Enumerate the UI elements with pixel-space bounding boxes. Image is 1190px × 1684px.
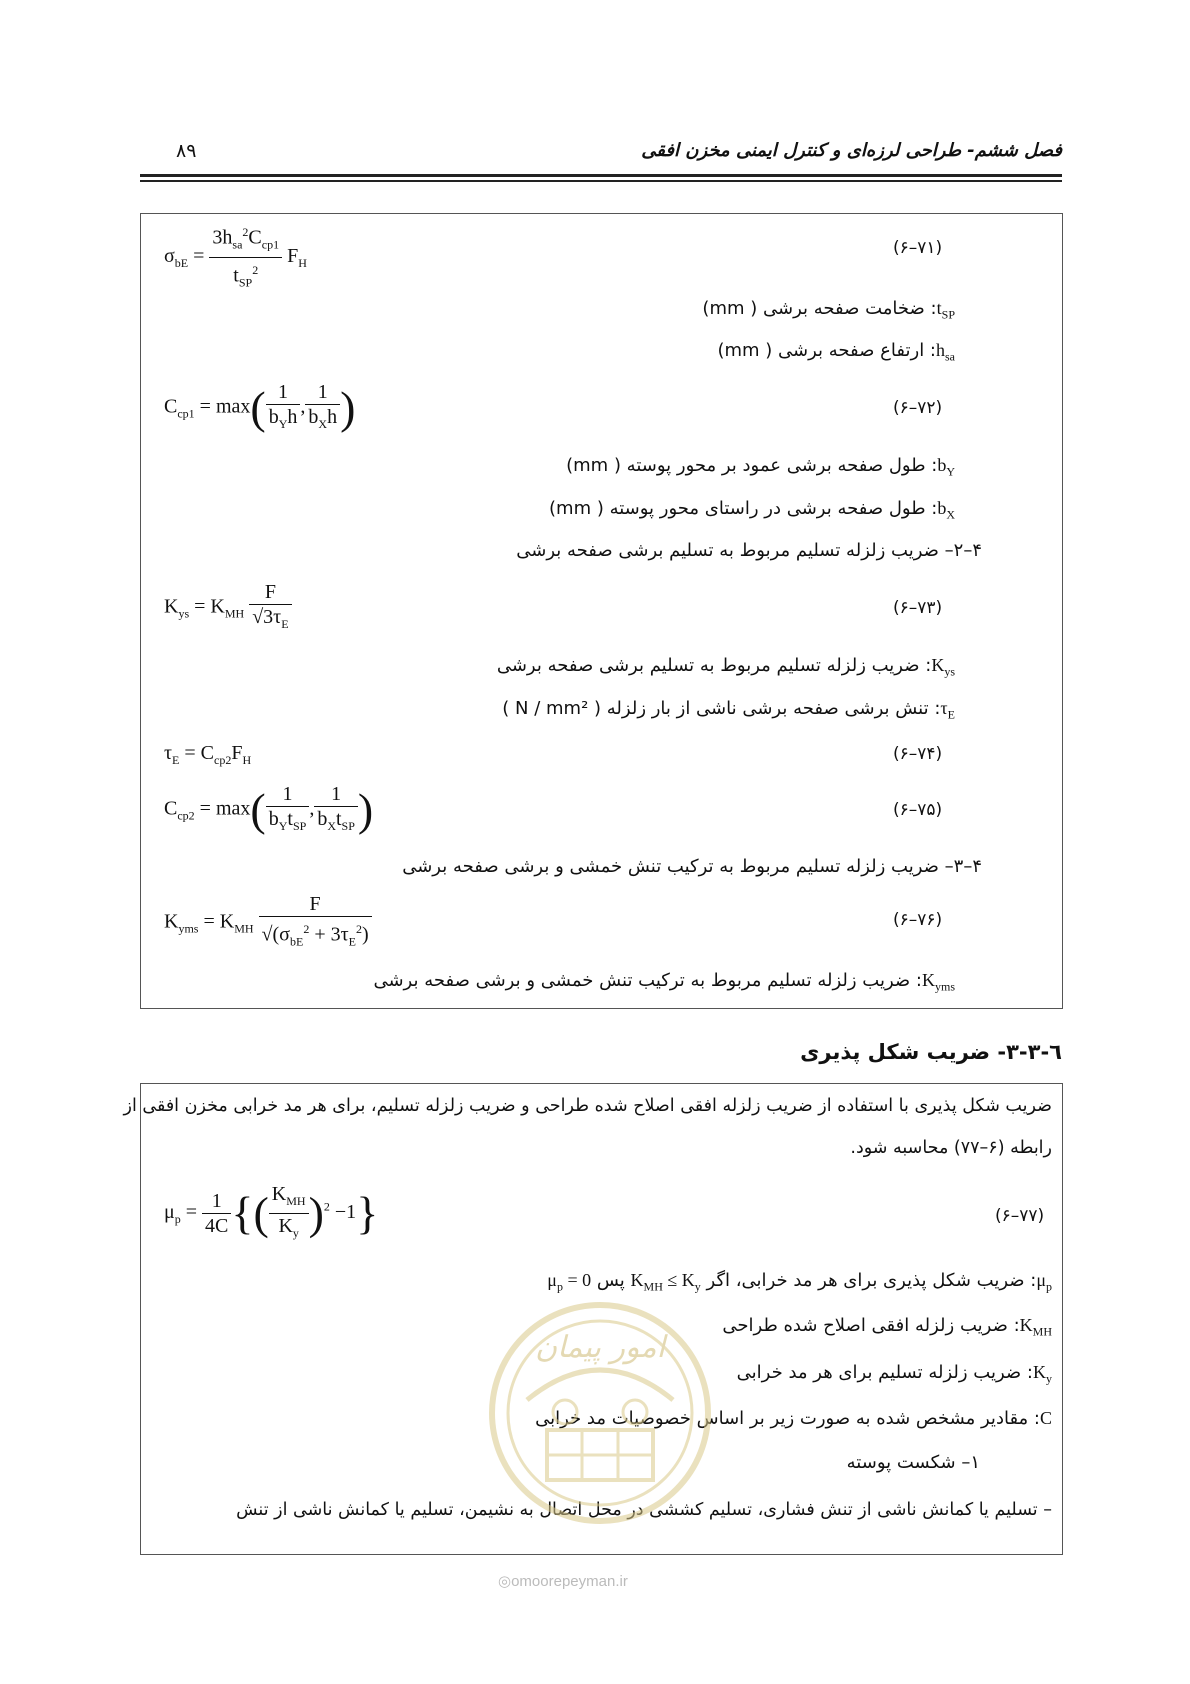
tauE-definition: $\tau_E$: تنش برشی صفحه برشی ناشی از بار زلزله ( N / mm² ) xyxy=(502,698,955,722)
bullet-line: – تسلیم یا کمانش ناشی از تنش فشاری، تسلیم کششی در محل اتصال به نشیمن، تسلیم یا کمانش ناشی از تنش xyxy=(236,1500,1052,1520)
watermark-url: ◎omoorepeyman.ir xyxy=(498,1573,628,1590)
mup-definition: $\mu_p$: ضریب شکل پذیری برای هر مد خرابی، اگر $K_{MH} \le K_y$ پس $\mu_p = 0$ xyxy=(547,1270,1052,1294)
chapter-title: فصل ششم- طراحی لرزه‌ای و کنترل ایمنی مخزن افقی xyxy=(641,140,1062,161)
page-number: ۸۹ xyxy=(176,140,197,162)
list-item-1: ۱– شکست پوسته xyxy=(846,1452,980,1473)
eq72-number: (۶–۷۲) xyxy=(893,398,943,418)
eq74-formula: $\tau_E = C_{cp2}F_H$ xyxy=(164,742,252,767)
eq71-number: (۶–۷۱) xyxy=(893,238,943,258)
eq77-number: (۶–۷۷) xyxy=(995,1206,1045,1226)
eq72-formula: $C_{cp1} = \max$( $\frac{1}{b_Yh}$ , $\frac{1}{b_Xh}$ ) xyxy=(164,381,356,433)
paragraph-line-2: رابطه (۶–۷۷) محاسبه شود. xyxy=(850,1138,1052,1158)
kyms-definition: $K_{yms}$: ضریب زلزله تسلیم مربوط به ترکیب تنش خمشی و برشی صفحه برشی xyxy=(373,970,955,994)
paragraph-line-1: ضریب شکل پذیری با استفاده از ضریب زلزله افقی اصلاح شده طراحی و ضریب زلزله تسلیم، برای هر مد خرابی مخزن افقی از xyxy=(123,1096,1052,1116)
eq75-number: (۶–۷۵) xyxy=(893,800,943,820)
seal-text: امور پیمان xyxy=(535,1330,665,1365)
watermark-symbol-icon: ◎ xyxy=(498,1573,512,1590)
section-heading: ٦-۳-۳- ضریب شکل پذیری xyxy=(800,1040,1062,1064)
section-4-2: ۴–۲– ضریب زلزله تسلیم مربوط به تسلیم برشی صفحه برشی xyxy=(516,540,982,561)
c-definition: C: مقادیر مشخص شده به صورت زیر بر اساس خصوصیات مد خرابی xyxy=(535,1408,1052,1429)
eq73-number: (۶–۷۳) xyxy=(893,598,943,618)
eq73-formula: $K_{ys} = K_{MH}$ $\frac{F}{√3\tau_E}$ xyxy=(164,580,292,636)
eq74-number: (۶–۷۴) xyxy=(893,744,943,764)
kys-definition: $K_{ys}$: ضریب زلزله تسلیم مربوط به تسلیم برشی صفحه برشی xyxy=(496,655,955,679)
ky-definition: $K_y$: ضریب زلزله تسلیم برای هر مد خرابی xyxy=(736,1362,1052,1386)
eq71-formula: $\sigma_{bE}$ = $\frac{3h_{sa}^2C_{cp1}}{t_{SP}^2}$ $F_H$ xyxy=(164,220,307,294)
by-definition: $b_Y$: طول صفحه برشی عمود بر محور پوسته ( mm) xyxy=(566,455,955,479)
hsa-definition: $h_{sa}$: ارتفاع صفحه برشی ( mm) xyxy=(717,340,955,364)
eq75-formula: $C_{cp2} = \max$( $\frac{1}{b_Yt_{SP}}$ , $\frac{1}{b_Xt_{SP}}$ ) xyxy=(164,783,374,835)
header-rule-thin xyxy=(140,180,1062,182)
eq76-formula: $K_{yms} = K_{MH}$ $\frac{F}{√(\sigma_{bE}^2 + 3\tau_E^2)}$ xyxy=(164,892,372,954)
bx-definition: $b_X$: طول صفحه برشی در راستای محور پوسته ( mm) xyxy=(549,498,955,522)
section-4-3: ۴–۳– ضریب زلزله تسلیم مربوط به ترکیب تنش خمشی و برشی صفحه برشی xyxy=(402,856,982,877)
header-rule-thick xyxy=(140,174,1062,177)
eq76-number: (۶–۷۶) xyxy=(893,910,943,930)
tsp-definition: $t_{SP}$: ضخامت صفحه برشی ( mm) xyxy=(702,298,955,322)
eq77-formula: $\mu_p$ = $\frac{1}{4C}$ {( $\frac{K_{MH}}{K_y}$ )$^2$ −1} xyxy=(164,1183,379,1240)
kmh-definition: $K_{MH}$: ضریب زلزله افقی اصلاح شده طراحی xyxy=(722,1315,1052,1339)
